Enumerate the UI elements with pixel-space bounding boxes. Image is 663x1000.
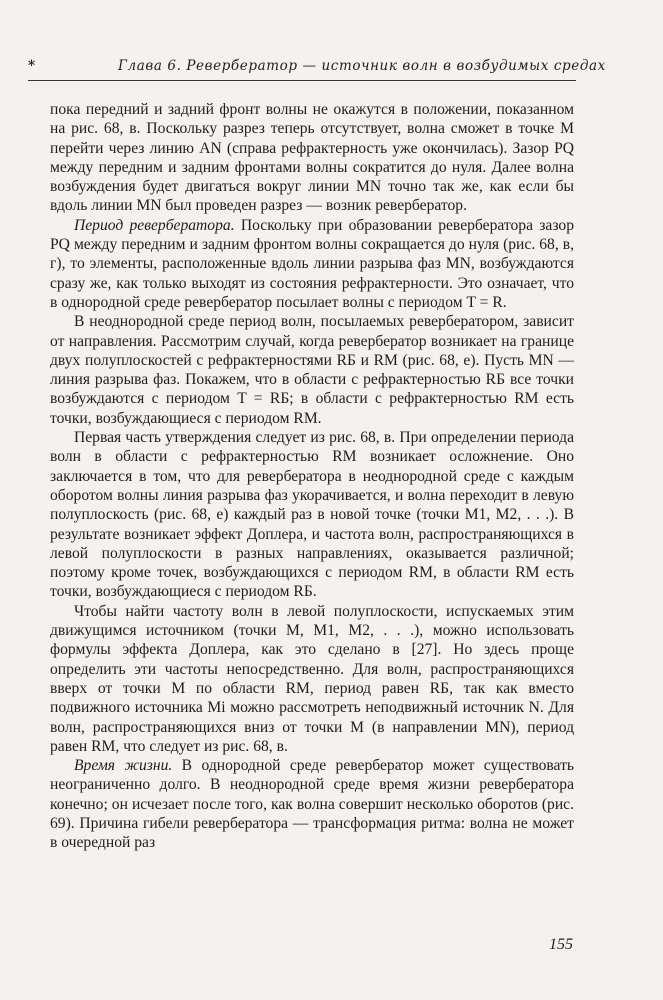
paragraph-1: пока передний и задний фронт волны не окажутся в положении, показанном на рис. 68, в. Поскольку разрез теперь отсутствует, волна сможет в точке M перейти через линию AN (справа рефрактерность уже окончилась). Зазор PQ между передним и задним фронтами волны сократится до нуля. Далее волна возбуждения будет двигаться вокруг линии MN точно так же, как если бы вдоль линии MN был проведен разрез — возник ревербератор. xyxy=(50,101,574,215)
section-title-period: Период ревербератора. xyxy=(74,216,235,234)
header-rule xyxy=(28,80,576,81)
paragraph-5: Чтобы найти частоту волн в левой полуплоскости, испускаемых этим движущимся источником (точки M, M1, M2, . . .), можно использовать формулы эффекта Доплера, как это сделано в [27]. Но здесь проще определить эти частоты непосредственно. Для волн, распространяющихся вверх от точки M по области RМ, период равен RБ, так как вместо подвижного источника Mi можно рассмотреть неподвижный источник N. Для волн, распространяющихся вниз от точки M (в направлении MN), период равен RМ, что следует из рис. 68, в. xyxy=(50,602,574,755)
section-title-lifetime: Время жизни. xyxy=(74,757,173,775)
paragraph-2-text: Поскольку при образовании ревербератора зазор PQ между передним и задним фронтом волны сокращается до нуля (рис. 68, в, г), то элементы, расположенные вдоль линии разрыва фаз MN, возбуждаются сразу же, как только выходят из состояния рефрактерности. Это означает, что в однородной среде ревербератор посылает волны с периодом T = R. xyxy=(50,216,574,311)
paragraph-6 xyxy=(50,756,574,852)
page-body xyxy=(50,100,574,853)
page-number: 155 xyxy=(549,936,573,953)
paragraph-2 xyxy=(50,216,574,312)
paragraph-3: В неоднородной среде период волн, посылаемых ревербератором, зависит от направления. Рассмотрим случай, когда ревербератор возникает на границе двух полуплоскостей с рефрактерностями RБ и RМ (рис. 68, е). Пусть MN — линия разрыва фаз. Покажем, что в области с рефрактерностью RБ все точки возбуждаются с периодом T = RБ; в области с рефрактерностью RМ есть точки, возбуждающиеся с периодом RМ. xyxy=(50,313,574,427)
running-title: Глава 6. Ревербератор — источник волн в возбудимых средах xyxy=(118,58,606,74)
paragraph-6-text: В однородной среде ревербератор может существовать неограниченно долго. В неоднородной среде время жизни ревербератора конечно; он исчезает после того, как волна совершит несколько оборотов (рис. 69). Причина гибели ревербератора — трансформация ритма: волна не может в очередной раз xyxy=(50,757,574,852)
paragraph-4: Первая часть утверждения следует из рис. 68, в. При определении периода волн в области с рефрактерностью RМ возникает осложнение. Оно заключается в том, что для ревербератора в неоднородной среде с каждым оборотом волны линия разрыва фаз укорачивается, и волна переходит в левую полуплоскость (рис. 68, е) каждый раз в новой точке (точки M1, M2, . . .). В результате возникает эффект Доплера, и частота волн, распространяющихся в левой полуплоскости в разных направлениях, оказывается различной; поэтому кроме точек, возбуждающихся с периодом RМ, в области RМ есть точки, возбуждающиеся с периодом RБ. xyxy=(50,429,574,601)
header-marker: * xyxy=(28,58,36,74)
running-header xyxy=(28,58,606,78)
